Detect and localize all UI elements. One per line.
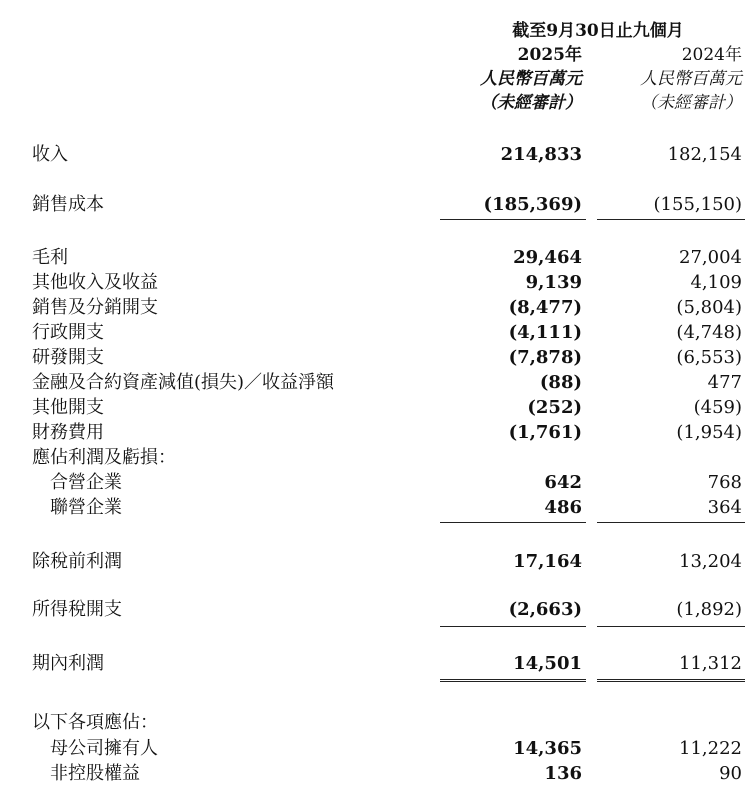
value-prior: 13,204 [679,551,742,572]
row-label: 金融及合約資產減值(損失)／收益淨額 [32,372,335,393]
period-heading: 截至9月30日止九個月 [512,21,684,41]
audit-note-prior: （未經審計） [640,93,742,113]
value-prior: 4,109 [690,272,742,293]
row-label: 收入 [32,144,68,165]
value-current: 486 [544,497,582,518]
row-label: 以下各項應佔： [32,712,158,733]
table-row [0,396,756,420]
table-row [0,346,756,370]
table-row [0,321,756,345]
table-row [0,737,756,761]
table-row [0,496,756,520]
table-row [0,296,756,320]
row-label: 應佔利潤及虧損： [32,447,176,468]
value-current: (2,663) [508,599,582,620]
row-label: 非控股權益 [50,763,140,784]
value-current: 214,833 [500,144,582,165]
row-label: 研發開支 [32,347,104,368]
value-current: 14,365 [513,738,582,759]
row-label: 行政開支 [32,322,104,343]
value-current: (8,477) [508,297,582,318]
value-current: (4,111) [508,322,582,343]
subtotal-rule [440,626,586,627]
value-current: 136 [544,763,582,784]
value-prior: 11,312 [679,653,742,674]
table-row [0,762,756,786]
row-label: 毛利 [32,247,68,268]
table-row [0,371,756,395]
value-prior: 364 [707,497,742,518]
value-current: 14,501 [513,653,582,674]
value-current: 29,464 [513,247,582,268]
value-prior: 90 [719,763,742,784]
table-row [0,193,756,217]
value-prior: (6,553) [676,347,742,368]
table-row [0,550,756,574]
value-prior: (459) [693,397,742,418]
subtotal-rule [597,219,745,220]
table-row [0,652,756,676]
table-row [0,271,756,295]
value-current: (1,761) [508,422,582,443]
value-current: (185,369) [483,194,582,215]
table-row [0,143,756,167]
row-label: 聯營企業 [50,497,122,518]
value-current: (88) [539,372,582,393]
value-prior: 477 [707,372,742,393]
year-current: 2025年 [517,45,582,65]
audit-note-current: （未經審計） [480,93,582,113]
total-double-rule [597,679,745,682]
table-row [0,711,756,735]
row-label: 財務費用 [32,422,104,443]
table-row [0,246,756,270]
subtotal-rule [440,219,586,220]
table-row [0,446,756,470]
table-row [0,471,756,495]
row-label: 其他開支 [32,397,104,418]
value-current: (7,878) [508,347,582,368]
currency-current: 人民幣百萬元 [480,69,582,89]
row-label: 母公司擁有人 [50,738,158,759]
row-label: 銷售及分銷開支 [32,297,158,318]
table-row [0,421,756,445]
row-label: 所得稅開支 [32,599,122,620]
value-prior: (4,748) [676,322,742,343]
subtotal-rule [597,522,745,523]
value-prior: 182,154 [667,144,742,165]
row-label: 期內利潤 [32,653,104,674]
value-prior: (1,954) [676,422,742,443]
year-prior: 2024年 [681,45,742,65]
value-prior: (1,892) [676,599,742,620]
value-current: 17,164 [513,551,582,572]
value-current: 9,139 [525,272,582,293]
currency-prior: 人民幣百萬元 [640,69,742,89]
value-prior: 27,004 [679,247,742,268]
total-double-rule [440,679,586,682]
table-row [0,598,756,622]
subtotal-rule [597,626,745,627]
row-label: 除稅前利潤 [32,551,122,572]
value-current: (252) [527,397,582,418]
row-label: 銷售成本 [32,194,104,215]
row-label: 合營企業 [50,472,122,493]
value-prior: (155,150) [653,194,742,215]
row-label: 其他收入及收益 [32,272,158,293]
value-current: 642 [544,472,582,493]
value-prior: 768 [707,472,742,493]
value-prior: (5,804) [676,297,742,318]
subtotal-rule [440,522,586,523]
value-prior: 11,222 [679,738,742,759]
